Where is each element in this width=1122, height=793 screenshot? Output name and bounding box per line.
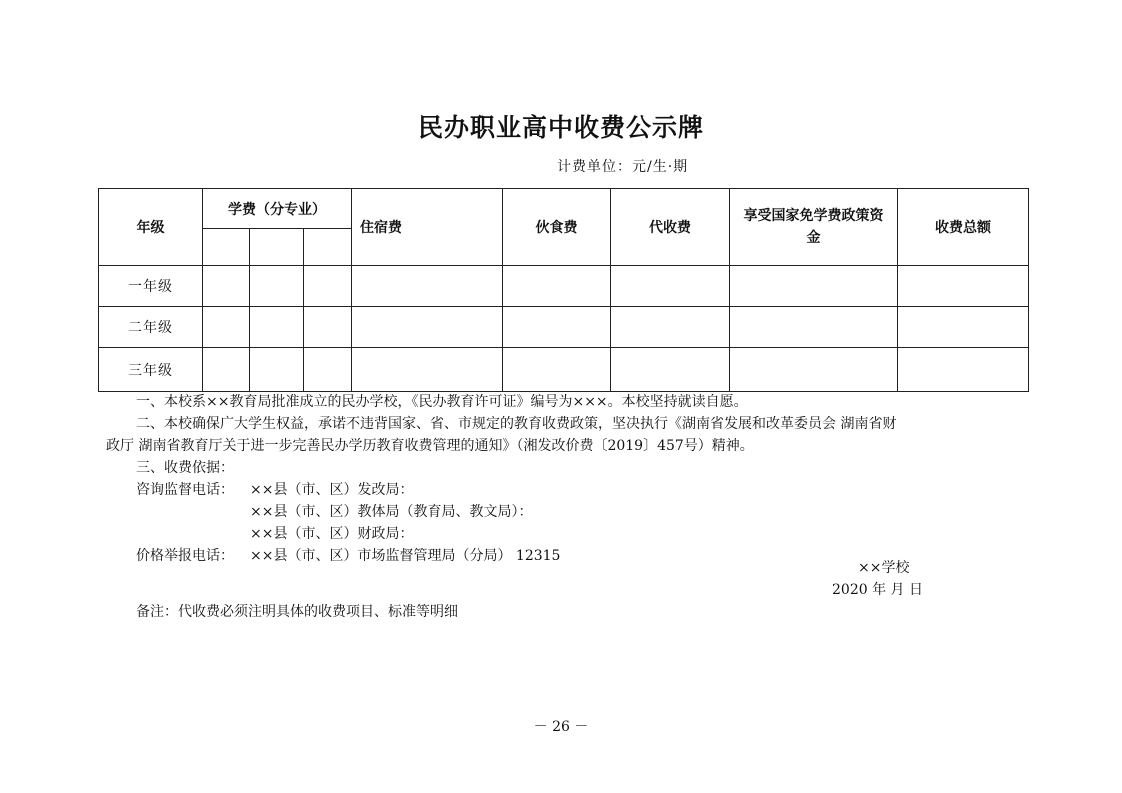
row-label-grade-2: 二年级: [99, 307, 203, 348]
unit-label: 计费单位：元/生·期: [557, 159, 689, 175]
table-row: [99, 307, 1029, 348]
school-signature: ××学校: [858, 560, 910, 576]
table-cell: [898, 348, 1029, 392]
row-label-grade-3: 三年级: [99, 348, 203, 392]
table-cell: [250, 348, 304, 392]
table-cell: [503, 307, 611, 348]
table-cell: [611, 348, 730, 392]
consult-line-1: ××县（市、区）发改局：: [250, 482, 414, 498]
tuition-subcol-1: [203, 229, 250, 266]
note-paragraph-3: 三、收费依据：: [136, 460, 234, 476]
header-grade: 年级: [99, 189, 203, 266]
table-cell: [730, 307, 898, 348]
table-cell: [352, 348, 503, 392]
report-phone-label: 价格举报电话：: [136, 548, 234, 564]
table-cell: [250, 307, 304, 348]
table-cell: [203, 307, 250, 348]
signature-date: 2020 年 月 日: [832, 582, 923, 598]
table-cell: [611, 307, 730, 348]
table-cell: [730, 266, 898, 307]
table-cell: [611, 266, 730, 307]
table-cell: [898, 266, 1029, 307]
page-title: 民办职业高中收费公示牌: [417, 113, 704, 142]
table-cell: [730, 348, 898, 392]
header-agency: 代收费: [611, 189, 730, 266]
table-cell: [304, 307, 352, 348]
tuition-subcol-2: [250, 229, 304, 266]
note-paragraph-1: 一、本校系××教育局批准成立的民办学校，《民办教育许可证》编号为×××。本校坚持就读自愿。: [136, 394, 748, 410]
note-paragraph-2a: 二、本校确保广大学生权益，承诺不违背国家、省、市规定的教育收费政策，坚决执行《湖南省发展和改革委员会 湖南省财: [136, 416, 897, 432]
row-label-grade-1: 一年级: [99, 266, 203, 307]
table-row: [99, 348, 1029, 392]
table-row: [99, 266, 1029, 307]
header-tuition: 学费（分专业）: [203, 189, 352, 229]
table-cell: [250, 266, 304, 307]
page-number: － 26 －: [533, 719, 589, 735]
header-meal: 伙食费: [503, 189, 611, 266]
header-total: 收费总额: [898, 189, 1029, 266]
consult-phone-label: 咨询监督电话：: [136, 482, 234, 498]
header-dorm: 住宿费: [352, 189, 503, 266]
table-cell: [352, 266, 503, 307]
report-phone-value: ××县（市、区）市场监督管理局（分局） 12315: [250, 548, 561, 564]
consult-line-2: ××县（市、区）教体局（教育局、教文局）：: [250, 504, 533, 520]
note-paragraph-2b: 政厅 湖南省教育厅关于进一步完善民办学历教育收费管理的通知》（湘发改价费〔2019〕457号）精神。: [106, 438, 754, 454]
table-cell: [898, 307, 1029, 348]
table-cell: [203, 266, 250, 307]
remark-note: 备注：代收费必须注明具体的收费项目、标准等明细: [136, 604, 458, 620]
tuition-subcol-3: [304, 229, 352, 266]
table-cell: [503, 348, 611, 392]
table-cell: [503, 266, 611, 307]
fee-table: [98, 188, 1029, 392]
table-cell: [304, 348, 352, 392]
table-cell: [304, 266, 352, 307]
header-subsidy: 享受国家免学费政策资金: [730, 189, 898, 266]
table-cell: [203, 348, 250, 392]
table-cell: [352, 307, 503, 348]
consult-line-3: ××县（市、区）财政局：: [250, 526, 414, 542]
